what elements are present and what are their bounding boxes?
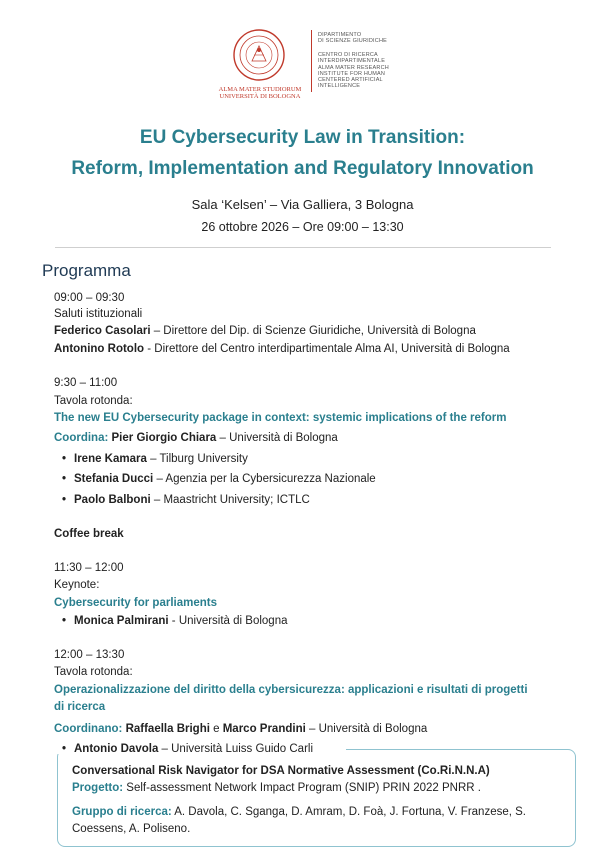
header	[0, 22, 605, 102]
session-3-time: 11:30 – 12:00	[54, 562, 124, 574]
session-2-speaker	[74, 472, 376, 486]
event-title-line-2: Reform, Implementation and Regulatory Innovation	[71, 158, 534, 179]
project-info	[72, 781, 481, 795]
speaker-role: – Direttore del Dip. di Scienze Giuridiche, Università di Bologna	[150, 325, 476, 337]
speaker-name: Irene Kamara	[74, 453, 147, 465]
session-4-topic-line-1: Operazionalizzazione del diritto della cybersicurezza: applicazioni e risultati di progetti	[54, 684, 528, 696]
event-venue: Sala ‘Kelsen’ – Via Galliera, 3 Bologna	[191, 197, 414, 212]
department-name	[318, 32, 387, 45]
session-1-label: Saluti istituzionali	[54, 308, 143, 320]
center-line: INSTITUTE FOR HUMAN	[318, 70, 386, 77]
project-title: Conversational Risk Navigator for DSA Normative Assessment (Co.Ri.N.N.A)	[72, 765, 490, 777]
event-title-line-1: EU Cybersecurity Law in Transition:	[139, 127, 466, 148]
center-line: CENTRO DI RICERCA	[318, 52, 378, 58]
speaker-name: Monica Palmirani	[74, 615, 169, 627]
dept-line-1: DIPARTIMENTO	[318, 32, 362, 38]
session-4-label: Tavola rotonda:	[54, 666, 133, 678]
speaker-name: Antonino Rotolo	[54, 343, 145, 355]
session-2-speaker	[74, 493, 310, 507]
progetto-text: Self-assessment Network Impact Program (SNIP) PRIN 2022 PNRR .	[123, 782, 481, 794]
session-2-speaker	[74, 452, 248, 466]
coord-name: Pier Giorgio Chiara	[111, 432, 217, 444]
coord-name: Marco Prandini	[222, 723, 306, 735]
speaker-aff: – Università Luiss Guido Carli	[158, 743, 314, 755]
session-2-label: Tavola rotonda:	[54, 395, 133, 407]
center-line: ALMA MATER RESEARCH	[318, 64, 389, 71]
speaker-aff: – Maastricht University; ICTLC	[150, 494, 310, 506]
event-date: 26 ottobre 2026 – Ore 09:00 – 13:30	[201, 220, 404, 234]
header-divider	[311, 30, 312, 92]
coord-aff: – Università di Bologna	[305, 723, 428, 735]
coord-aff: – Università di Bologna	[216, 432, 338, 444]
speaker-aff: – Tilburg University	[146, 453, 248, 465]
session-3-label: Keynote:	[54, 579, 100, 591]
university-seal-logo	[232, 28, 286, 82]
center-line: CENTERED ARTIFICIAL	[318, 77, 383, 84]
coord-and: e	[209, 723, 223, 735]
coffee-break: Coffee break	[54, 528, 124, 540]
coord-name: Raffaella Brighi	[125, 723, 210, 735]
session-1-time: 09:00 – 09:30	[54, 292, 125, 304]
univ-line-1: ALMA MATER STUDIORUM	[218, 86, 302, 93]
session-2-topic: The new EU Cybersecurity package in context: systemic implications of the reform	[54, 412, 507, 424]
session-3-speaker	[74, 614, 288, 628]
progetto-label: Progetto:	[72, 782, 124, 794]
speaker-role: - Direttore del Centro interdipartimentale Alma AI, Università di Bologna	[144, 343, 510, 355]
speaker-aff: – Agenzia per la Cybersicurezza Nazionale	[153, 473, 376, 485]
session-4-speaker	[74, 742, 313, 756]
speaker-name: Stefania Ducci	[74, 473, 154, 485]
speaker-name: Antonio Davola	[74, 743, 159, 755]
dept-line-2: DI SCIENZE GIURIDICHE	[318, 38, 387, 45]
session-1-speaker-1	[54, 324, 476, 338]
speaker-aff: - Università di Bologna	[168, 615, 288, 627]
session-1-speaker-2	[54, 342, 510, 356]
speaker-name: Federico Casolari	[54, 325, 151, 337]
divider	[55, 247, 551, 248]
research-group-line-1	[72, 805, 526, 819]
session-4-topic-line-2: di ricerca	[54, 701, 106, 713]
gruppo-label: Gruppo di ricerca:	[72, 806, 172, 818]
session-4-time: 12:00 – 13:30	[54, 649, 125, 661]
coord-label: Coordina:	[54, 432, 109, 444]
session-2-coordinator	[54, 431, 338, 445]
speaker-name: Paolo Balboni	[74, 494, 151, 506]
gruppo-text: A. Davola, C. Sganga, D. Amram, D. Foà, J. Fortuna, V. Franzese, S.	[171, 806, 526, 818]
session-2-time: 9:30 – 11:00	[54, 377, 118, 389]
session-4-coordinators	[54, 722, 427, 736]
center-line: INTERDIPARTIMENTALE	[318, 58, 386, 65]
research-group-line-2: Coessens, A. Poliseno.	[72, 823, 191, 835]
session-3-topic: Cybersecurity for parliaments	[54, 597, 217, 609]
research-center-name	[318, 52, 389, 90]
univ-line-2: UNIVERSITÀ DI BOLOGNA	[219, 93, 301, 100]
programma-heading: Programma	[42, 261, 131, 280]
center-line: INTELLIGENCE	[318, 83, 361, 90]
university-name	[214, 86, 306, 100]
coord-label: Coordinano:	[54, 723, 123, 735]
